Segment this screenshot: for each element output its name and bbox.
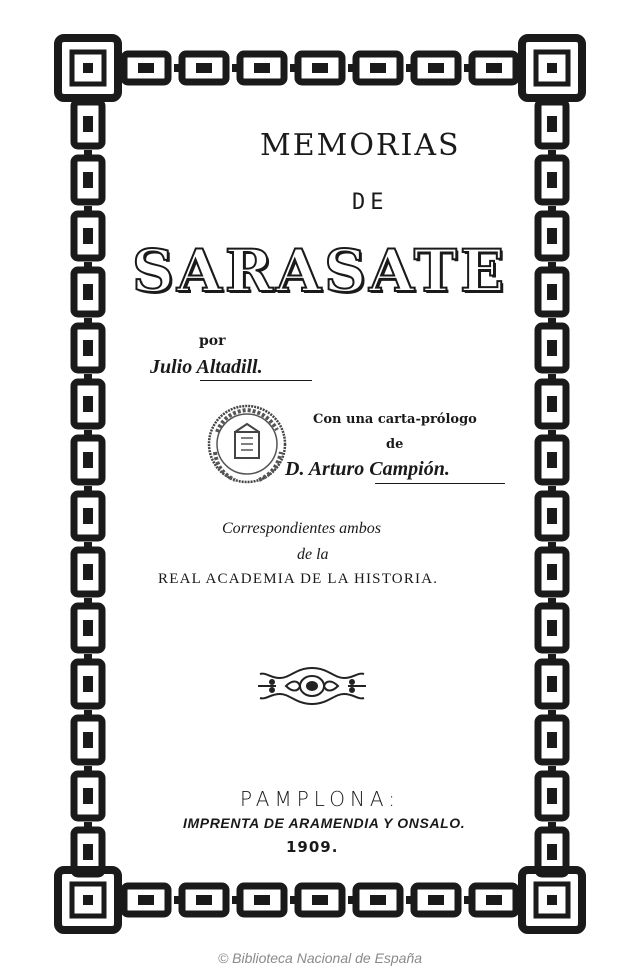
printer-ornament	[256, 660, 368, 712]
border-link	[74, 542, 102, 594]
title-sarasate: SARASATE	[132, 237, 508, 305]
prologue-de: de	[386, 437, 404, 452]
border-corner	[58, 38, 118, 98]
border-link	[538, 542, 566, 594]
border-link	[74, 374, 102, 426]
border-corner	[522, 870, 582, 930]
prologue-author: D. Arturo Campión.	[285, 458, 450, 480]
border-link	[538, 94, 566, 146]
border-link	[116, 886, 168, 914]
border-link	[74, 262, 102, 314]
author-name: Julio Altadill.	[150, 356, 263, 378]
imprint-year: 1909.	[286, 838, 339, 856]
border-link	[74, 654, 102, 706]
border-link	[74, 598, 102, 650]
library-stamp-seal	[205, 402, 289, 486]
border-link	[538, 430, 566, 482]
affiliation-line2: de la	[297, 546, 329, 563]
border-link	[232, 54, 284, 82]
border-link	[74, 206, 102, 258]
border-link	[538, 206, 566, 258]
border-link	[74, 150, 102, 202]
title-memorias: MEMORIAS	[260, 128, 461, 163]
affiliation-academy: REAL ACADEMIA DE LA HISTORIA.	[158, 571, 439, 587]
border-link	[538, 150, 566, 202]
border-link	[406, 886, 458, 914]
border-link	[348, 886, 400, 914]
author-underline	[200, 380, 312, 381]
border-corner	[522, 38, 582, 98]
border-link	[232, 886, 284, 914]
affiliation-line1: Correspondientes ambos	[222, 520, 381, 537]
author-prefix: por	[199, 333, 226, 349]
border-link	[538, 654, 566, 706]
border-link	[74, 766, 102, 818]
prologue-intro: Con una carta-prólogo	[313, 412, 477, 427]
border-corner	[58, 870, 118, 930]
border-link	[538, 598, 566, 650]
border-link	[290, 54, 342, 82]
border-link	[74, 430, 102, 482]
border-link	[174, 886, 226, 914]
title-de: DE	[352, 190, 389, 215]
border-link	[74, 318, 102, 370]
prologue-underline	[375, 483, 505, 484]
copyright-footer: © Biblioteca Nacional de España	[217, 950, 423, 966]
border-link	[174, 54, 226, 82]
border-link	[464, 886, 516, 914]
border-link	[538, 710, 566, 762]
border-link	[538, 486, 566, 538]
border-link	[538, 766, 566, 818]
border-link	[538, 262, 566, 314]
border-link	[74, 486, 102, 538]
border-link	[406, 54, 458, 82]
border-link	[290, 886, 342, 914]
border-link	[538, 374, 566, 426]
imprint-city: PAMPLONA:	[240, 787, 400, 811]
border-link	[348, 54, 400, 82]
imprint-printer: IMPRENTA DE ARAMENDIA Y ONSALO.	[183, 815, 466, 831]
border-link	[74, 94, 102, 146]
border-link	[538, 318, 566, 370]
border-link	[74, 710, 102, 762]
border-link	[464, 54, 516, 82]
border-link	[116, 54, 168, 82]
